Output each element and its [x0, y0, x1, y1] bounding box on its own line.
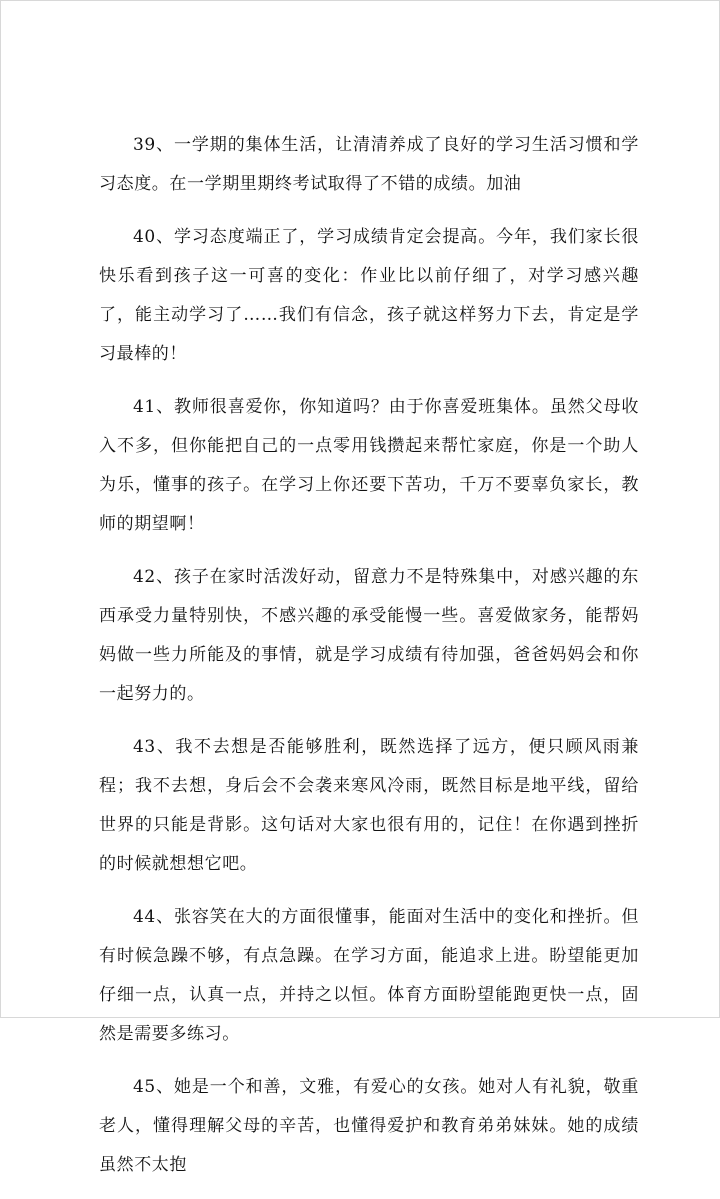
paragraph-43: 43、我不去想是否能够胜利，既然选择了远方，便只顾风雨兼程；我不去想，身后会不会袭来寒风冷雨，既然目标是地平线，留给世界的只能是背影。这句话对大家也很有用的，记住！在你遇到挫折的时候就想想它吧。 [99, 737, 639, 874]
paragraph-42: 42、孩子在家时活泼好动，留意力不是特殊集中，对感兴趣的东西承受力量特别快，不感兴趣的承受能慢一些。喜爱做家务，能帮妈妈做一些力所能及的事情，就是学习成绩有待加强，爸爸妈妈会和你一起努力的。 [99, 567, 639, 704]
paragraph-39: 39、一学期的集体生活，让清清养成了良好的学习生活习惯和学习态度。在一学期里期终考试取得了不错的成绩。加油 [99, 135, 639, 194]
paragraph-41: 41、教师很喜爱你，你知道吗？由于你喜爱班集体。虽然父母收入不多，但你能把自己的一点零用钱攒起来帮忙家庭，你是一个助人为乐，懂事的孩子。在学习上你还要下苦功，千万不要辜负家长，教师的期望啊！ [99, 397, 639, 534]
paragraph-40: 40、学习态度端正了，学习成绩肯定会提高。今年，我们家长很快乐看到孩子这一可喜的变化：作业比以前仔细了，对学习感兴趣了，能主动学习了……我们有信念，孩子就这样努力下去，肯定是学习最棒的！ [99, 227, 639, 364]
document-body [99, 126, 639, 1199]
paragraph-45: 45、她是一个和善，文雅，有爱心的女孩。她对人有礼貌，敬重老人，懂得理解父母的辛苦，也懂得爱护和教育弟弟妹妹。她的成绩虽然不太抱 [99, 1077, 639, 1175]
paragraph-44: 44、张容笑在大的方面很懂事，能面对生活中的变化和挫折。但有时候急躁不够，有点急躁。在学习方面，能追求上进。盼望能更加仔细一点，认真一点，并持之以恒。体育方面盼望能跑更快一点，固然是需要多练习。 [99, 907, 639, 1044]
